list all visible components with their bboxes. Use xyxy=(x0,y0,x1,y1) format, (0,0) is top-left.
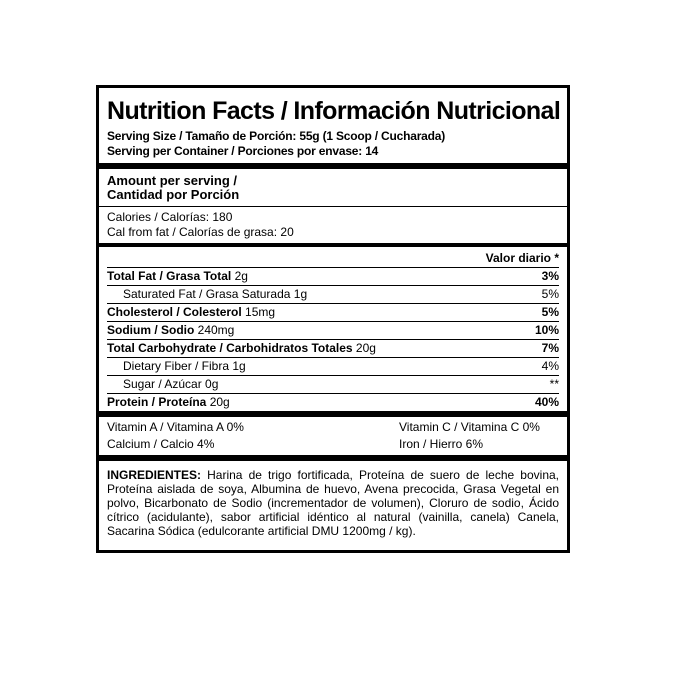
nutrient-row-sugar xyxy=(107,375,559,393)
daily-value-header: Valor diario * xyxy=(485,251,559,265)
nutrient-amount: 1g xyxy=(290,287,308,301)
label-title: Nutrition Facts / Información Nutricional xyxy=(107,97,561,125)
nutrient-row-sodium xyxy=(107,321,559,339)
nutrient-name: Total Fat / Grasa Total xyxy=(107,269,232,283)
nutrient-row-saturated-fat xyxy=(107,285,559,303)
calcium: Calcium / Calcio 4% xyxy=(107,437,215,451)
nutrient-dv: 3% xyxy=(541,269,559,283)
nutrient-dv: ** xyxy=(549,377,559,391)
nutrient-row-dietary-fiber xyxy=(107,357,559,375)
vitamin-row xyxy=(99,417,567,436)
servings-per-container: Serving per Container / Porciones por envase: 14 xyxy=(107,144,379,158)
nutrient-row-protein xyxy=(107,393,559,411)
ingredients-text: Harina de trigo fortificada, Proteína de suero de leche bovina, Proteína aislada de soya, Albumina de huevo, Avena precocida, Grasa Vegetal en polvo, Bicarbonato de Sodio (incrementador de volumen), Cloruro de sodio, Ácido cítrico (acidulante), sabor artificial idéntico al natural (vainilla, canela) Canela, Sacarina Sódica (edulcorante artificial DMU 1200mg / kg). xyxy=(107,468,559,538)
amount-per-serving xyxy=(99,169,567,206)
nutrient-row-total-fat xyxy=(107,267,559,285)
nutrient-dv: 40% xyxy=(534,395,559,409)
nutrient-name: Sodium / Sodio xyxy=(107,323,195,337)
nutrient-amount: 240mg xyxy=(194,323,235,337)
nutrient-dv: 4% xyxy=(541,359,559,373)
nutrient-name: Dietary Fiber / Fibra xyxy=(123,359,233,373)
amount-per-serving-line2: Cantidad por Porción xyxy=(107,187,240,202)
nutrient-dv: 5% xyxy=(541,305,559,319)
vitamin-c: Vitamin C / Vitamina C 0% xyxy=(399,420,540,434)
nutrient-dv: 10% xyxy=(534,323,559,337)
nutrient-amount: 20g xyxy=(352,341,376,355)
nutrient-name: Total Carbohydrate / Carbohidratos Totales xyxy=(107,341,353,355)
serving-size: Serving Size / Tamaño de Porción: 55g (1 Scoop / Cucharada) xyxy=(107,129,446,143)
nutrient-dv: 5% xyxy=(541,287,559,301)
mineral-row xyxy=(99,436,567,455)
ingredients xyxy=(99,461,567,550)
nutrient-amount: 20g xyxy=(206,395,230,409)
nutrient-name: Protein / Proteína xyxy=(107,395,207,409)
nutrient-amount: 15mg xyxy=(241,305,276,319)
nutrient-dv: 7% xyxy=(541,341,559,355)
calories: Calories / Calorías: 180 xyxy=(107,210,233,224)
nutrient-name: Cholesterol / Colesterol xyxy=(107,305,242,319)
vitamin-a: Vitamin A / Vitamina A 0% xyxy=(107,420,244,434)
amount-per-serving-line1: Amount per serving / xyxy=(107,173,238,188)
calories-from-fat: Cal from fat / Calorías de grasa: 20 xyxy=(107,225,294,239)
nutrient-name: Saturated Fat / Grasa Saturada xyxy=(123,287,291,301)
ingredients-heading: INGREDIENTES: xyxy=(107,468,202,482)
nutrient-amount: 0g xyxy=(201,377,219,391)
nutrient-amount: 2g xyxy=(231,269,248,283)
nutrient-row-cholesterol xyxy=(107,303,559,321)
nutrient-row-total-carbohydrate xyxy=(107,339,559,357)
iron: Iron / Hierro 6% xyxy=(399,437,484,451)
nutrient-name: Sugar / Azúcar xyxy=(123,377,202,391)
nutrition-facts-label xyxy=(96,85,570,553)
nutrient-amount: 1g xyxy=(232,359,246,373)
